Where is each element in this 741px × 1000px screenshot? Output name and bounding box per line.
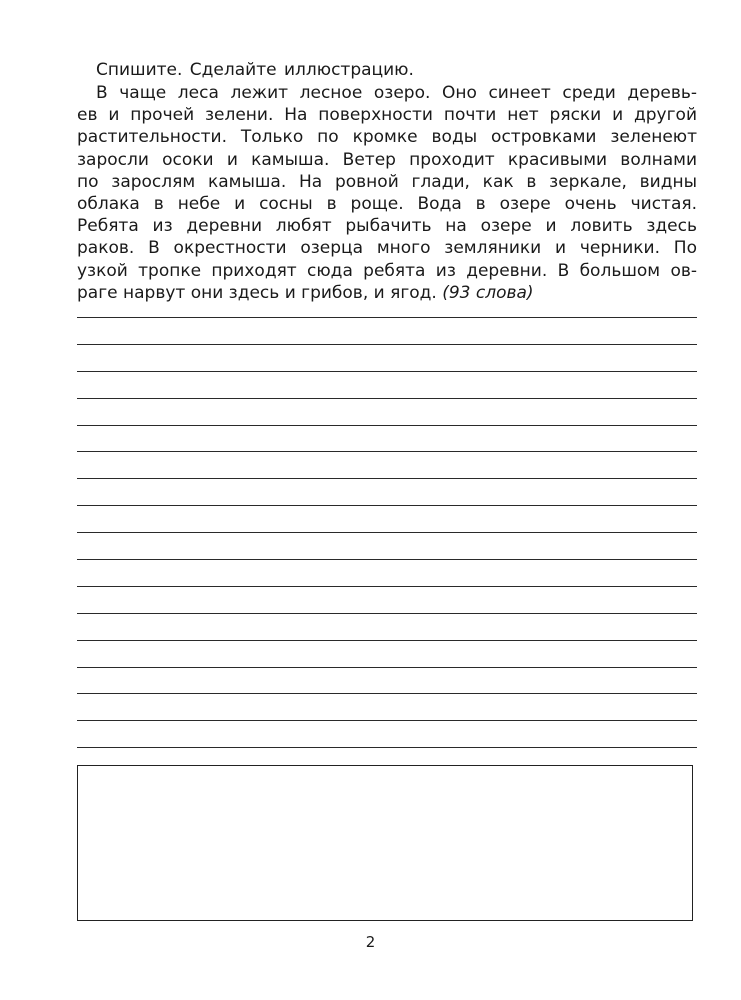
writing-line[interactable]: [77, 613, 697, 614]
passage-line: облака в небе и сосны в роще. Вода в озере очень чистая.: [77, 193, 697, 214]
writing-line[interactable]: [77, 640, 697, 641]
passage-last-line-text: раге нарвут они здесь и грибов, и ягод.: [77, 282, 437, 303]
writing-line[interactable]: [77, 317, 697, 318]
passage-last-line: [77, 282, 697, 304]
passage-line: по зарослям камыша. На ровной глади, как в зеркале, видны: [77, 171, 697, 192]
illustration-box[interactable]: [77, 765, 693, 921]
writing-line[interactable]: [77, 451, 697, 452]
passage-line: раков. В окрестности озерца много земляники и черники. По: [77, 238, 697, 259]
writing-line[interactable]: [77, 720, 697, 721]
passage-line: узкой тропке приходят сюда ребята из деревни. В большом ов-: [77, 260, 697, 281]
writing-line[interactable]: [77, 667, 697, 668]
passage-line: растительности. Только по кромке воды островками зеленеют: [77, 127, 697, 148]
writing-line[interactable]: [77, 505, 697, 506]
writing-line[interactable]: [77, 532, 697, 533]
writing-line[interactable]: [77, 398, 697, 399]
writing-line[interactable]: [77, 693, 697, 694]
instruction-text: Спишите. Сделайте иллюстрацию.: [96, 60, 414, 80]
writing-line[interactable]: [77, 425, 697, 426]
writing-line[interactable]: [77, 344, 697, 345]
word-count-note: (93 слова): [442, 282, 534, 303]
writing-line[interactable]: [77, 371, 697, 372]
passage: [77, 82, 697, 304]
passage-line: Ребята из деревни любят рыбачить на озере и ловить здесь: [77, 216, 697, 237]
passage-line: заросли осоки и камыша. Ветер проходит красивыми волнами: [77, 149, 697, 170]
passage-line: В чаще леса лежит лесное озеро. Оно синеет среди деревь-: [96, 83, 697, 103]
writing-line[interactable]: [77, 559, 697, 560]
writing-line[interactable]: [77, 586, 697, 587]
writing-lines: [77, 317, 697, 774]
writing-line[interactable]: [77, 747, 697, 748]
passage-line: ев и прочей зелени. На поверхности почти нет ряски и другой: [77, 105, 697, 126]
page-number: 2: [365, 933, 376, 951]
writing-line[interactable]: [77, 478, 697, 479]
